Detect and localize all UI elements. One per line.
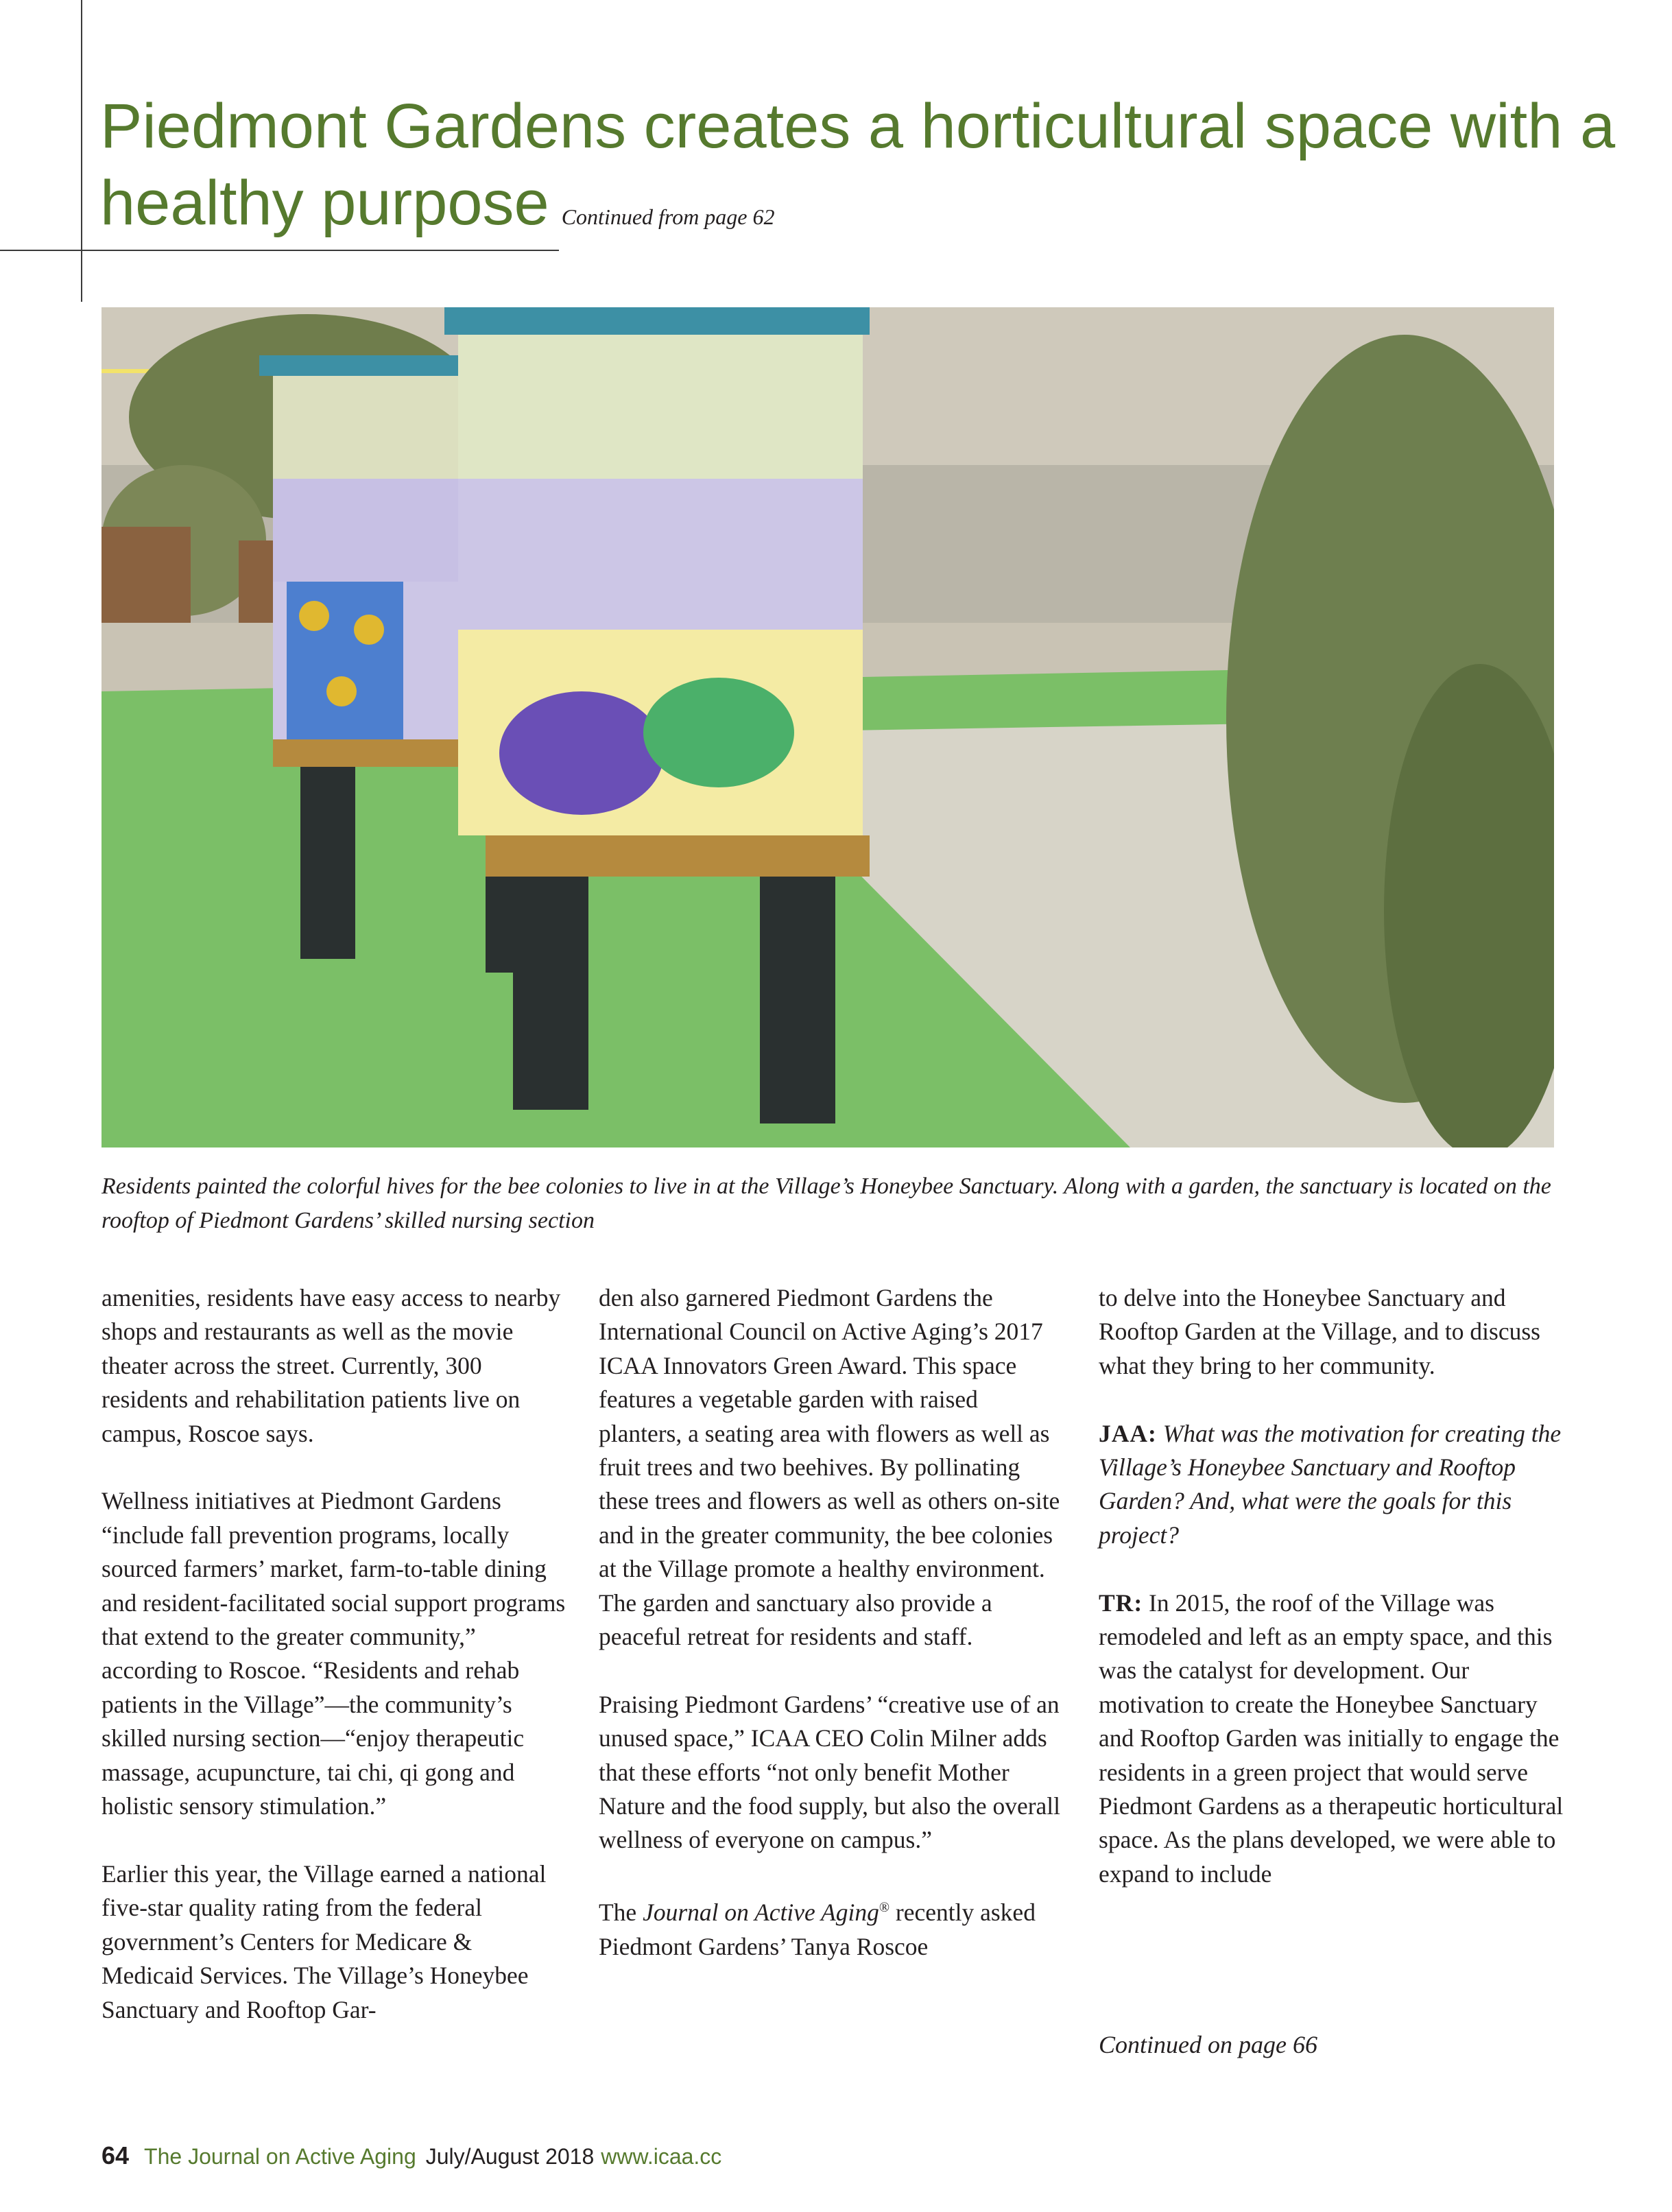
crop-rule-vertical (81, 0, 82, 302)
beehive-photo (101, 307, 1554, 1147)
answer-label: TR: (1099, 1589, 1143, 1617)
paragraph: Wellness initiatives at Piedmont Gardens “include fall prevention programs, locally sourced farmers’ market, farm-to-table dining and resident-facilitated social support programs that extend to the greater community,” according to Roscoe. “Residents and rehab patients in the Village”—the community’s skilled nursing section—“enjoy therapeutic massage, acupuncture, tai chi, qi gong and holistic sensory stimulation.” (101, 1487, 566, 1820)
paragraph: to delve into the Honeybee Sanctuary and Rooftop Garden at the Village, and to discuss what they bring to her community. (1099, 1284, 1540, 1379)
paragraph (599, 1891, 1065, 1964)
paragraph: amenities, residents have easy access to nearby shops and restaurants as well as the movie theater across the street. Currently, 300 residents and rehabilitation patients live on campus, Roscoe says. (101, 1284, 561, 1447)
registered-mark: ® (879, 1900, 890, 1916)
beehive-illustration (101, 307, 1554, 1147)
paragraph: den also garnered Piedmont Gardens the International Council on Active Aging’s 2017 ICAA Innovators Green Award. This space features a vegetable garden with raised planters, a seating area with flowers as well as fruit trees and two beehives. By pollinating these trees and flowers as well as others on-site and in the greater community, the bee colonies at the Village promote a healthy environment. The garden and sanctuary also provide a peaceful retreat for residents and staff. (599, 1284, 1060, 1651)
issue-date: July/August 2018 (425, 2144, 595, 2169)
interview-answer (1099, 1586, 1565, 1892)
question-label: JAA: (1099, 1419, 1157, 1447)
headline-text: Piedmont Gardens creates a horticultural space with a healthy purpose (100, 91, 1616, 238)
continued-from-note: Continued from page 62 (561, 204, 775, 229)
journal-name: The Journal on Active Aging (144, 2144, 416, 2169)
continued-on-note: Continued on page 66 (1099, 2031, 1317, 2058)
photo-caption: Residents painted the colorful hives for the bee colonies to live in at the Village’s Honeybee Sanctuary. Along with a garden, the sanctuary is located on the rooftop of Piedmont Gardens’ skilled nursing section (101, 1174, 1551, 1233)
website-link[interactable]: www.icaa.cc (601, 2144, 722, 2169)
text-column-3 (1099, 1281, 1565, 1925)
page-footer (101, 2141, 721, 2170)
journal-article-word: The (599, 1899, 637, 1927)
paragraph-text: recently asked Piedmont Gardens’ Tanya Roscoe (599, 1899, 1036, 1960)
text-column-1 (101, 1281, 568, 2060)
page-number: 64 (101, 2141, 130, 2169)
article-headline (100, 88, 1623, 255)
text-column-2 (599, 1281, 1065, 1997)
answer-text: In 2015, the roof of the Village was remodeled and left as an empty space, and this was the catalyst for development. Our motivation to create the Honeybee Sanctuary and Rooftop Garden was initially to engage the residents in a green project that would serve Piedmont Gardens as a therapeutic horticultural space. As the plans developed, we were able to expand to include (1099, 1589, 1564, 1888)
journal-title: Journal on Active Aging (643, 1899, 879, 1927)
interview-question (1099, 1417, 1565, 1553)
question-text: What was the motivation for creating the Village’s Honeybee Sanctuary and Rooftop Garden? And, what were the goals for this project? (1099, 1419, 1562, 1549)
paragraph: Praising Piedmont Gardens’ “creative use of an unused space,” ICAA CEO Colin Milner adds that these efforts “not only benefit Mother Nature and the food supply, but also the overall wellness of everyone on campus.” (599, 1690, 1061, 1854)
paragraph: Earlier this year, the Village earned a national five-star quality rating from the federal government’s Centers for Medicare & Medicaid Services. The Village’s Honeybee Sanctuary and Rooftop Gar- (101, 1859, 547, 2023)
